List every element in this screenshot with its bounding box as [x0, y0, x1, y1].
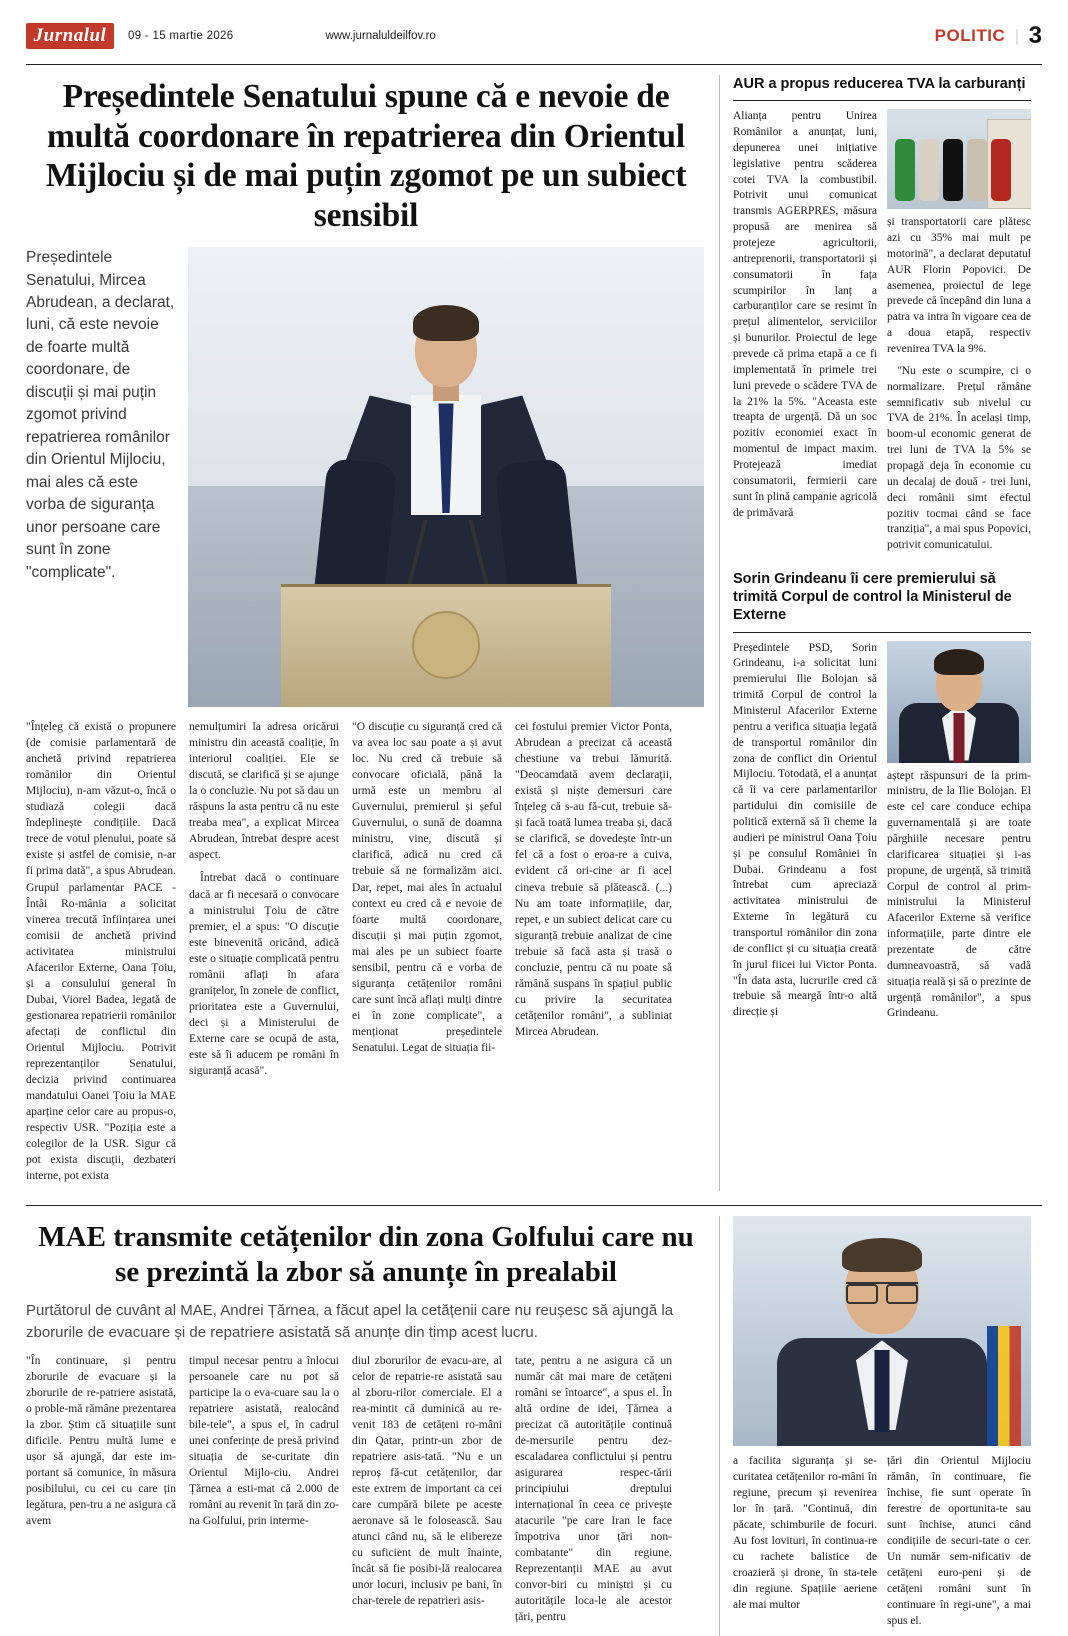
website-url: www.jurnaluldeilfov.ro: [325, 30, 436, 42]
rail-2-column-1: [733, 641, 877, 1029]
bottom-section-rule: [26, 1205, 1042, 1206]
bottom-column-2: [189, 1353, 339, 1633]
bottom-right-column-1: [733, 1454, 877, 1635]
paragraph: Alianța pentru Unirea Românilor a anunțat, luni, depunerea unei inițiative legislative pentru scăderea cotei TVA la combustibil. Potrivit unui comunicat transmis AGERPRES, măsura propusă are menirea să protejeze agricultorii, antreprenorii, transportatorii și consumatorii în fața scumpirilor în lanț a carburanților care se resimt în prețul alimentelor, serviciilor și bunurilor. Proiectul de lege prevede că prima etapă a ce fi implementată în primele trei luni prevede o scădere TVA de la 21% la 5%. "Aceasta este treapta de urgență. Dă un soc pozitiv economiei exact în momentul de impact maxim. Protejează imediat consumatorii, fermierii care sunt în plină campanie agricolă de primăvară: [733, 110, 877, 519]
politician-portrait-photo: [887, 641, 1031, 763]
masthead: [26, 0, 1042, 58]
section-title: POLITIC: [934, 26, 1006, 45]
lead-column-1: [26, 719, 176, 1191]
fuel-pump-photo: [887, 109, 1031, 209]
paragraph: "Înțeleg că există o propunere (de comisie parlamentară de anchetă privind repatrierea românilor din Orientul Mijlociu), n-am văzut-o, încă o studiază colegii dacă îndeplinește condițiile. Dacă trece de votul plenului, poate să existe și astfel de comisie, n-ar fi prima dată", a spus Abrudean. Grupul parlamentar PACE - Întâi Ro-mânia a solicitat vinerea trecută înființarea unei comisii de anchetă privind activitatea ministrului Afacerilor Externe, Oana Țoiu, și a consulului general în Dubai, Viorel Badea, legată de gestionarea repatrierii românilor afectați de conflictul din Orientul Mijlociu. Potrivit reprezentanților Senatului, decizia privind continuarea mandatului Oanei Țoiu la MAE aparține celor care au propus-o, respectiv USR. "Poziția este a colegilor de la USR. Sigur că pot exista discuții, dezbateri interne, pot exista: [26, 720, 177, 1183]
publication-logo: Jurnalul: [26, 23, 114, 49]
paragraph: timpul necesar pentru a înlocui persoanele care nu pot să participe la o eva-cuare sau la o repatriere asistată, realocând bile-tele", a spus el, în cadrul unei conferințe de presă privind situația de se-curitate din Orientul Mijlo-ciu. Andrei Țărnea a esti-mat că 2.000 de români au revenit în țară din zo-na Golfului, prin interme-: [189, 1353, 339, 1527]
bottom-article-columns: [26, 1353, 706, 1633]
spokesperson-photo: [733, 1216, 1031, 1446]
paragraph: "O discuție cu siguranță cred că va avea loc sau poate a și avut loc. Nu cred că trebuie să convocare oficială, până la urmă este un membru al Guvernului, premierul și șeful Guvernului, o sună de doamna ministru, vine, discută și clarifică, adică nu cred că trebuie să ne formalizăm aici. Dar, repet, mai ales în actualul context eu cred că e nevoie de foarte multă coordonare, discuții și mai puțin zgomot, mai ales pe un subiect foarte sensibil, pentru că e vorba de siguranța cetățenilor români care sunt încă aflați mulți dintre ei în zone complicate", a menționat președintele Senatului. Legat de situația fii-: [352, 720, 502, 1054]
bottom-column-1: [26, 1353, 176, 1633]
rail-1-column-1: [733, 109, 877, 560]
paragraph: Președintele PSD, Sorin Grindeanu, i-a solicitat luni premierului Ilie Bolojan să trimită Corpul de control la Ministerul Afacerilor Externe pentru a verifica situația legată de transportul românilor din zona de conflict din Orientul Mijlociu. Totodată, el a anunțat că îi va cere parlamentarilor partidului din comisiile de politică externă să îi cheme la audieri pe ministrul Oana Țoiu și pe consulul României în Dubai. Grindeanu a fost întrebat cum apreciază activitatea ministrului de Externe în legătură cu transportul românilor din zona de conflict și cu situația creată în jurul fiicei lui Victor Ponta. "În data asta, lucrurile cred că trebuie să meargă într-o altă direcție și: [733, 641, 877, 1019]
lead-intro-text: Președintele Senatului, Mircea Abrudean, a declarat, luni, că este nevoie de foarte multă coordonare, de discuții și mai puțin zgomot privind repatrierea românilor din Orientul Mijlociu, mai ales că este vorba de siguranța unor persoane care sunt în zone "complicate".: [26, 249, 175, 581]
issue-date: 09 - 15 martie 2026: [128, 30, 234, 42]
bottom-column-4: [515, 1353, 672, 1633]
rail-article-2-title: Sorin Grindeanu îi cere premierului să trimită Corpul de control la Ministerul de Externe: [733, 571, 1012, 624]
rail-1-column-2: [887, 109, 1031, 560]
rail-article-1-title: AUR a propus reducerea TVA la carburanți: [733, 76, 1026, 92]
bottom-article-left: [26, 1216, 706, 1635]
bottom-right-column-2: [887, 1454, 1031, 1635]
main-content: [26, 75, 1042, 1191]
paragraph: țări din Orientul Mijlociu rămân, în continuare, fie închise, fie sunt operate în ferestre de oportunita-te sau sunt închise, atunci când condițiile de securi-tate o cer. Un număr sem-nificativ de cetățeni euro-peni și de cetățeni români sunt în continuare în regi-une", a mai spus el.: [887, 1455, 1031, 1627]
bottom-headline: MAE transmite cetățenilor din zona Golfului care nu se prezintă la zbor să anunțe în prealabil: [38, 1221, 694, 1289]
paragraph: a facilita siguranța și se-curitatea cetățenilor ro-mâni în regiune, precum și revenirea lor în țară. "Continuă, din păcate, schimburile de focuri. Au fost lovituri, în continua-re cu rachete balistice de croazieră și drone, în sta-tele din regiune. Spațiile aeriene ale mai multor: [733, 1455, 877, 1611]
paragraph: tate, pentru a ne asigura că un număr cât mai mare de cetățeni români se întoarce", a spus el. În altă ordine de idei, Țărnea a precizat că autoritățile continuă de-mersurile pentru dez-escaladarea conflictului și pentru asigurarea respec-tării principiului dreptului internațional în ceea ce privește atacurile "pe care Iran le face împotriva unor țări non-combatante" din regiune. Reprezentanții MAE au avut convor-biri cu miniștri și cu autoritățile loca-le ale acestor țări, pentru: [515, 1353, 672, 1624]
paragraph: aștept răspunsuri de la prim-ministru, de la Ilie Bolojan. El este cel care conduce echipa guvernamentală și are toate pârghiile necesare pentru clarificarea situației și i-as propune, de urgență, să trimită Corpul de control al prim-ministrului la Ministerul Afacerilor Externe să verifice informațiile, parte dintre ele prezentate de către dumneavoastră, să vadă situația reală și să o prezinte de urgență românilor", a spus Grindeanu.: [887, 769, 1031, 1020]
vertical-divider: [719, 75, 720, 1191]
paragraph: "Nu este o scumpire, ci o normalizare. Prețul rămâne semnificativ sub nivelul cu TVA de 21%. În același timp, boom-ul economic generat de trei luni de TVA la 5% se propagă deja în economie cu un decalaj de două - trei luni, deci românii simt efectul pozitiv tocmai când se face tranziția", a mai spus Popovici, potrivit comunicatului.: [887, 364, 1031, 552]
lead-article: [26, 75, 706, 1191]
lead-column-4: [515, 719, 672, 1191]
paragraph: "În continuare, și pentru zborurile de evacuare și la zborurile de re-patriere asistată, o proble-mă rămâne prezentarea la zbor. Știm că situațiile sunt dificile. Pentru multă lume e ușor să ajungă, dar este im-portant să comunice, în măsura posibilului, cu cei cu care țin legătura, pen-tru a ne asigura că avem: [26, 1353, 176, 1527]
paragraph: cei fostului premier Victor Ponta, Abrudean a precizat că această chestiune va trebui lămurită. "Deocamdată avem declarații, există și niște demersuri care înțeleg că s-au fă-cut, trebuie să-și facă toată lumea treaba și, dacă se clarifică, se dovedește într-un fel că a fost o eroa-re a cuiva, evident că ori-cine ar fi acel cineva trebuie să plătească. (...) Nu am toate informațiile, dar, repet, e un subiect delicat care cu siguranță trebuie analizat de cine trebuie să facă asta și trasă o concluzie, pentru că nu poate să rămână suspans în spațiul public cu privire la securitatea cetățenilor români", a subliniat Mircea Abrudean.: [515, 720, 672, 1038]
rail-article-aur: [733, 75, 1031, 560]
bottom-article-right: [733, 1216, 1031, 1635]
bottom-lead-text: Purtătorul de cuvânt al MAE, Andrei Țărnea, a făcut apel la cetățenii care nu reușesc să ajungă la zborurile de evacuare și de repatriere asistată să anunțe din timp acest lucru.: [26, 1302, 674, 1341]
lead-headline: Președintele Senatului spune că e nevoie de multă coordonare în repatrierea din Orientul Mijlociu și de mai puțin zgomot pe un subiect sensibil: [45, 78, 687, 234]
bottom-column-3: [352, 1353, 502, 1633]
rail-article-grindeanu: [733, 570, 1031, 1028]
masthead-rule: [26, 64, 1042, 65]
lead-column-3: [352, 719, 502, 1191]
bottom-vertical-divider: [719, 1216, 720, 1635]
right-rail: [733, 75, 1031, 1191]
rail-2-column-2: [887, 641, 1031, 1029]
paragraph: și transportatorii care plătesc azi cu 35% mai mult pe motorină", a declarat deputatul AUR Florin Popovici. De asemenea, proiectul de lege prevede că începând din luna a patra va intra în vigoare cea de a doua etapă, respectiv revenirea TVA la 9%.: [887, 216, 1031, 355]
paragraph: diul zborurilor de evacu-are, al celor de repatrie-re asistată sau al zboru-rilor comerciale. El a rea-mintit că duminică au re-venit 183 de cetățeni ro-mâni din Qatar, printr-un zbor de repatriere asis-tată. "Nu e un reproș fă-cut cetățenilor, dar este extrem de important ca cei care cumpără bilete pe aceste aeronave să le folosească. Sau atunci când nu, să le elibereze cu suficient de mult înainte, încât să fie posibi-lă realocarea unor locuri, inclusiv pe bani, în char-terele de repatrieri asis-: [352, 1353, 502, 1608]
masthead-separator: |: [1015, 26, 1019, 45]
lead-article-columns: [26, 719, 706, 1191]
senate-president-photo: [188, 247, 704, 707]
lead-top-row: [26, 247, 706, 707]
bottom-article: [26, 1216, 1042, 1635]
paragraph: nemulțumiri la adresa oricărui ministru din această coaliție, în interiorul coaliției. Ele se discută, se clarifică și se ajunge la o concluzie. Nu pot să dau un răspuns la asta pentru că nu este treaba mea", a explicat Mircea Abrudean, întrebat despre acest aspect.: [189, 720, 339, 862]
page-number: 3: [1028, 22, 1042, 49]
lead-column-2: [189, 719, 339, 1191]
paragraph: Întrebat dacă o continuare dacă ar fi necesară o convocare a ministrului Țoiu de către premier, el a spus: "O discuție este binevenită oricând, adică este o situație complicată pentru românii aflați în afara granițelor, în zonele de conflict, prioritatea este a Guvernului, deci și a Ministerului de Externe care se ocupă de asta, este să îi aducem pe români în siguranță acasă".: [189, 871, 339, 1078]
